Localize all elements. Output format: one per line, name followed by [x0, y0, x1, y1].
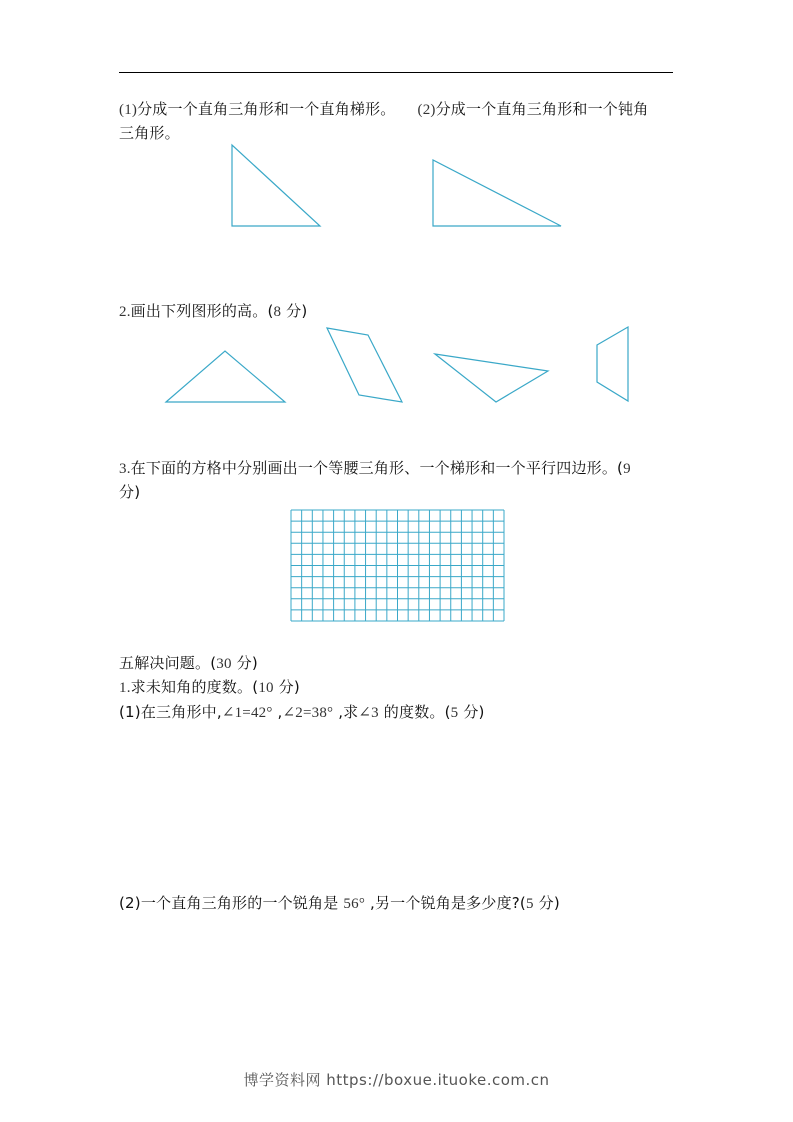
q3-text: 在下面的方格中分别画出一个等腰三角形、一个梯形和一个平行四边形。( [130, 459, 624, 477]
s5-q1-unit: 分) [273, 678, 300, 696]
angle2-value: ∠2=38° [282, 705, 334, 721]
s5-q1-number: 1. [119, 680, 131, 696]
drawing-grid[interactable] [290, 509, 505, 626]
q2-score-unit: 分) [281, 302, 308, 320]
q1-part2-text: 分成一个直角三角形和一个钝角 [435, 100, 649, 118]
q3-score: 9 [623, 461, 631, 477]
part2-score: 5 [525, 896, 534, 912]
part2-unit: 分) [533, 894, 560, 912]
q1-part2-continuation: 三角形。 [119, 124, 180, 142]
q2-number: 2. [119, 304, 131, 320]
section5-title [119, 652, 258, 675]
angle1-value: ∠1=42° [221, 705, 273, 721]
q1-part2-num: (2) [417, 102, 436, 118]
part1-unit: 分) [458, 703, 485, 721]
obtuse-isosceles-triangle-figure [166, 351, 285, 402]
s5-q1-score: 10 [258, 680, 274, 696]
part2-suffix: ,另一个锐角是多少度?( [365, 894, 526, 912]
q2-score: 8 [273, 304, 282, 320]
parallelogram-figure [327, 328, 402, 402]
trapezoid-figure [597, 327, 628, 401]
q1-part1-text: 分成一个直角三角形和一个直角梯形。 [137, 100, 396, 118]
s5-q1-text: 求未知角的度数。( [130, 678, 259, 696]
q3-heading-line2: 分) [119, 483, 141, 501]
right-triangle-figure-1 [232, 145, 320, 226]
s5-q1-heading [119, 676, 300, 699]
q3-number: 3. [119, 461, 131, 477]
s5-q1-part2 [119, 892, 560, 915]
part1-sep: , [272, 703, 283, 721]
part1-suffix: 的度数。( [378, 703, 451, 721]
section5-title-text: 五解决问题。( [119, 654, 217, 672]
footer-watermark: 博学资料网 https://boxue.ituoke.com.cn [243, 1071, 550, 1089]
acute-angle-value: 56° [343, 896, 366, 912]
angle3-label: ∠3 [358, 705, 379, 721]
part1-ask: ,求 [333, 703, 359, 721]
part2-prefix: (2)一个直角三角形的一个锐角是 [119, 894, 344, 912]
section5-score-unit: 分) [231, 654, 258, 672]
obtuse-triangle-figure [435, 354, 548, 402]
grid-lines [290, 509, 505, 622]
part1-score: 5 [450, 705, 459, 721]
part1-prefix: (1)在三角形中, [119, 703, 222, 721]
right-triangle-figure-2 [433, 160, 561, 226]
section5-score: 30 [216, 656, 232, 672]
s5-q1-part1 [119, 701, 485, 724]
q2-text: 画出下列图形的高。( [130, 302, 274, 320]
q1-part1-num: (1) [119, 102, 138, 118]
